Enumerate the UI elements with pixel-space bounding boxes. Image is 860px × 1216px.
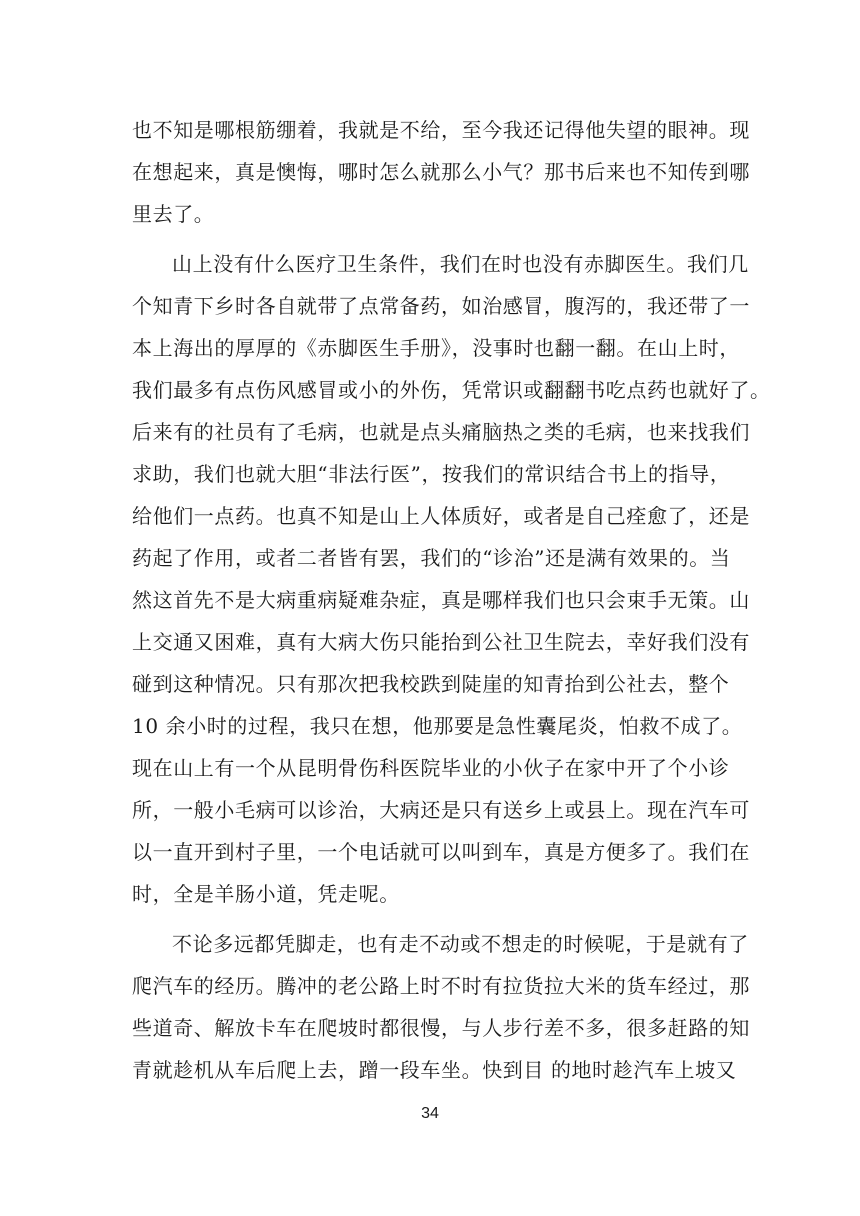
paragraph-2-line-7: 给他们一点药。也真不知是山上人体质好，或者是自己痊愈了，还是 [132, 504, 750, 528]
paragraph-2-line-14: 所，一般小毛病可以诊治，大病还是只有送乡上或县上。现在汽车可 [132, 798, 750, 822]
paragraph-2-line-6: 求助，我们也就大胆“非法行医”，按我们的常识结合书上的指导， [132, 462, 731, 486]
paragraph-3-line-2: 爬汽车的经历。腾冲的老公路上时不时有拉货拉大米的货车经过，那 [132, 974, 750, 998]
paragraph-3-line-3: 些道奇、解放卡车在爬坡时都很慢，与人步行差不多，很多赶路的知 [132, 1016, 750, 1040]
paragraph-2-line-9: 然这首先不是大病重病疑难杂症，真是哪样我们也只会束手无策。山 [132, 588, 750, 612]
paragraph-2-line-4: 我们最多有点伤风感冒或小的外伤，凭常识或翻翻书吃点药也就好了。 [132, 378, 771, 402]
paragraph-2-line-8: 药起了作用，或者二者皆有罢，我们的“诊治”还是满有效果的。当 [132, 546, 731, 570]
paragraph-2-line-10: 上交通又困难，真有大病大伤只能抬到公社卫生院去，幸好我们没有 [132, 630, 750, 654]
page-number: 34 [421, 1105, 439, 1122]
paragraph-1-line-2: 在想起来，真是懊悔，哪时怎么就那么小气？那书后来也不知传到哪 [132, 160, 750, 184]
paragraph-2-line-1: 山上没有什么医疗卫生条件，我们在时也没有赤脚医生。我们几 [172, 252, 749, 276]
paragraph-2-line-11: 碰到这种情况。只有那次把我校跌到陡崖的知青抬到公社去，整个 [132, 672, 730, 696]
paragraph-2-line-2: 个知青下乡时各自就带了点常备药，如治感冒，腹泻的，我还带了一 [132, 294, 750, 318]
paragraph-2-line-5: 后来有的社员有了毛病，也就是点头痛脑热之类的毛病，也来找我们 [132, 420, 750, 444]
paragraph-2-line-3: 本上海出的厚厚的《赤脚医生手册》，没事时也翻一翻。在山上时， [132, 336, 740, 360]
paragraph-2-line-15: 以一直开到村子里，一个电话就可以叫到车，真是方便多了。我们在 [132, 840, 750, 864]
paragraph-3-line-1: 不论多远都凭脚走，也有走不动或不想走的时候呢，于是就有了 [172, 932, 749, 956]
paragraph-2-line-16: 时，全是羊肠小道，凭走呢。 [132, 882, 400, 906]
paragraph-1-line-1: 也不知是哪根筋绷着，我就是不给，至今我还记得他失望的眼神。现 [132, 118, 750, 142]
paragraph-2-line-13: 现在山上有一个从昆明骨伤科医院毕业的小伙子在家中开了个小诊 [132, 756, 730, 780]
paragraph-2-line-12: 10 余小时的过程，我只在想，他那要是急性囊尾炎，怕救不成了。 [132, 714, 743, 738]
paragraph-3-line-4: 青就趁机从车后爬上去，蹭一段车坐。快到目 的地时趁汽车上坡又 [132, 1058, 737, 1082]
paragraph-1-line-3: 里去了。 [132, 202, 215, 226]
